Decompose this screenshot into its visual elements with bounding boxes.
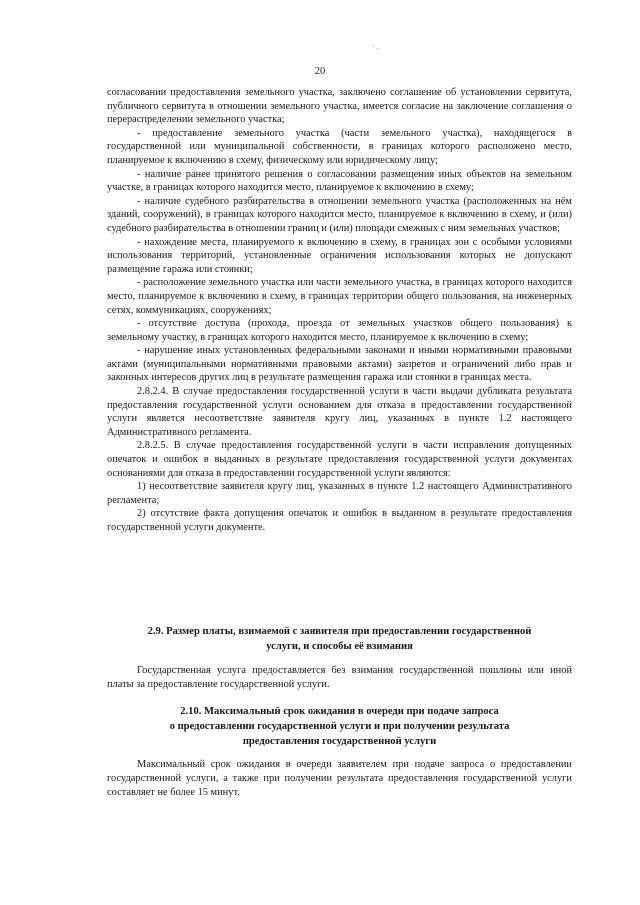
paragraph: - нахождение места, планируемого к включению в схему, в границах зон с особыми условиями использования территорий, установленные ограничения использования которых не допускают размещение гаража или стоянки; [107, 236, 572, 275]
page-number: 20 [314, 66, 326, 77]
paragraph: - отсутствие доступа (прохода, проезда от земельных участков общего пользования) к земельному участку, в границах которого находится место, планируемое к включению в схему; [107, 318, 572, 343]
heading-line: 2.9. Размер платы, взимаемой с заявителя при предоставлении государственной [147, 626, 532, 637]
paragraph: - наличие ранее принятого решения о согласовании размещения иных объектов на земельном участке, в границах которого находится место, планируемое к включению в схему; [107, 168, 572, 194]
scan-artifact: · . [372, 42, 379, 51]
paragraph: - нарушение иных установленных федеральными законами и иными нормативными правовыми актами (муниципальными нормативными правовыми актами) запретов и ограничений либо прав и законных интересов других лиц в результате размещения гаража или стоянки в границах места. [107, 345, 572, 384]
section-2-10-paragraph: Максимальный срок ожидания в очереди заявителем при подаче запроса о предоставлении государственной услуги, а также при получении результата предоставления государственной услуги составляет не более 15 минут. [107, 759, 572, 799]
heading-line: услуги, и способы её взимания [266, 641, 413, 653]
paragraph: - предоставление земельного участка (части земельного участка), находящегося в государственной или муниципальной собственности, в границах которого расположено место, планируемое к включению в схему, физическому или юридическому лицу; [107, 127, 572, 166]
paragraph: 1) несоответствие заявителя кругу лиц, указанных в пункте 1.2 настоящего Административного регламента; [107, 481, 572, 506]
paragraph: 2.8.2.4. В случае предоставления государственной услуги в части выдачи дубликата результата предоставления государственной услуги основанием для отказа в предоставлении государственной услуги является несоответствие заявителя кругу лиц, указанных в пункте 1.2 настоящего Административного регламента. [107, 386, 572, 438]
heading-line: о предоставлении государственной услуги и при получении результата [169, 721, 510, 733]
section-2-9-paragraph: Государственная услуга предоставляется без взимания государственной пошлины или иной платы за предоставление государственной услуги. [107, 665, 572, 691]
heading-line: 2.10. Максимальный срок ожидания в очереди при подаче запроса [180, 706, 499, 717]
section-heading-2-10 [107, 705, 572, 750]
paragraph: согласовании предоставления земельного участка, заключено соглашение об установлении сервитута, публичного сервитута в отношении земельного участка, имеется согласие на заключение соглашения о перераспределении земельного участка; [107, 87, 572, 126]
heading-line: предоставления государственной услуги [242, 736, 437, 748]
paragraph: 2) отсутствие факта допущения опечаток и ошибок в выданном в результате предоставления государственной услуги документе. [107, 508, 572, 533]
paragraph: - наличие судебного разбирательства в отношении земельного участка (расположенных на нём зданий, сооружений), в границах которого находится место, планируемое к включению в схему, и (или) судебного разбирательства в отношении границ и (или) площади смежных с ним земельных участков; [107, 195, 572, 234]
section-heading-2-9 [107, 625, 572, 654]
paragraph: 2.8.2.5. В случае предоставления государственной услуги в части исправления допущенных опечаток и ошибок в выданных в результате предоставления государственной услуги документах основаниями для отказа в предоставлении государственной услуги являются: [107, 440, 572, 479]
body-text [107, 86, 572, 535]
paragraph: - расположение земельного участка или части земельного участка, в границах которого находится место, планируемое к включению в схему, в границах территории общего пользования, на инженерных сетях, коммуникациях, сооружениях; [107, 277, 572, 316]
